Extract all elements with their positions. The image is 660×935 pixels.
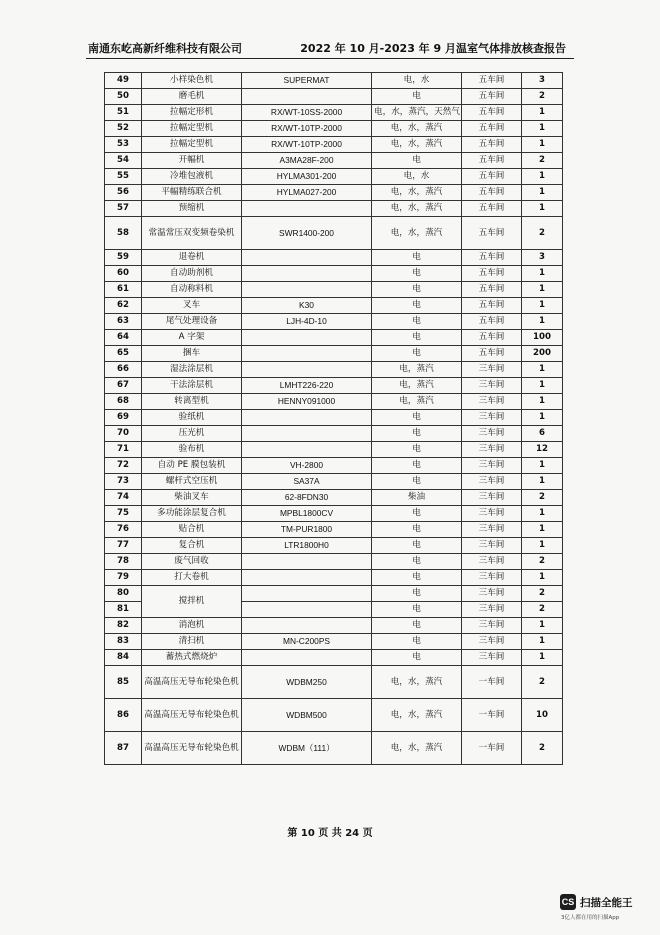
table-row — [105, 699, 563, 732]
workshop: 三车间 — [462, 650, 522, 666]
quantity: 1 — [522, 538, 563, 554]
workshop: 五车间 — [462, 346, 522, 362]
equipment-name: 压光机 — [142, 426, 242, 442]
energy-type: 电 — [372, 442, 462, 458]
energy-type: 电 — [372, 570, 462, 586]
equipment-model: HYLMA301-200 — [242, 169, 372, 185]
row-number: 86 — [105, 699, 142, 732]
energy-type: 电 — [372, 602, 462, 618]
energy-type: 电 — [372, 426, 462, 442]
quantity: 1 — [522, 266, 563, 282]
equipment-name: 蓄热式燃烧炉 — [142, 650, 242, 666]
equipment-name: 验纸机 — [142, 410, 242, 426]
equipment-model — [242, 282, 372, 298]
row-number: 68 — [105, 394, 142, 410]
equipment-model: WDBM（111） — [242, 732, 372, 765]
table-row — [105, 442, 563, 458]
equipment-model: MN-C200PS — [242, 634, 372, 650]
watermark-app-name: 扫描全能王 — [580, 897, 633, 909]
table-row — [105, 426, 563, 442]
equipment-model: RX/WT-10TP-2000 — [242, 121, 372, 137]
energy-type: 电 — [372, 634, 462, 650]
energy-type: 电 — [372, 314, 462, 330]
workshop: 三车间 — [462, 394, 522, 410]
workshop: 三车间 — [462, 378, 522, 394]
quantity: 1 — [522, 474, 563, 490]
row-number: 53 — [105, 137, 142, 153]
quantity: 1 — [522, 362, 563, 378]
equipment-name: 验布机 — [142, 442, 242, 458]
quantity: 1 — [522, 185, 563, 201]
row-number: 59 — [105, 250, 142, 266]
equipment-name: 捆车 — [142, 346, 242, 362]
table-row — [105, 538, 563, 554]
equipment-name: 多功能涂层复合机 — [142, 506, 242, 522]
workshop: 三车间 — [462, 538, 522, 554]
workshop: 五车间 — [462, 137, 522, 153]
equipment-model: LMHT226-220 — [242, 378, 372, 394]
row-number: 61 — [105, 282, 142, 298]
energy-type: 电 — [372, 89, 462, 105]
energy-type: 电 — [372, 330, 462, 346]
quantity: 1 — [522, 570, 563, 586]
energy-type: 电 — [372, 153, 462, 169]
equipment-model: RX/WT-10SS-2000 — [242, 105, 372, 121]
table-row — [105, 185, 563, 201]
table-row — [105, 330, 563, 346]
energy-type: 电，水，蒸汽 — [372, 137, 462, 153]
workshop: 五车间 — [462, 266, 522, 282]
quantity: 2 — [522, 586, 563, 602]
workshop: 三车间 — [462, 474, 522, 490]
quantity: 1 — [522, 618, 563, 634]
row-number: 55 — [105, 169, 142, 185]
quantity: 1 — [522, 298, 563, 314]
quantity: 2 — [522, 554, 563, 570]
equipment-model: WDBM500 — [242, 699, 372, 732]
workshop: 三车间 — [462, 570, 522, 586]
workshop: 五车间 — [462, 153, 522, 169]
table-row — [105, 618, 563, 634]
quantity: 1 — [522, 378, 563, 394]
equipment-model: HENNY091000 — [242, 394, 372, 410]
table-row — [105, 570, 563, 586]
equipment-name: 自动助剂机 — [142, 266, 242, 282]
table-row — [105, 169, 563, 185]
equipment-model — [242, 362, 372, 378]
row-number: 64 — [105, 330, 142, 346]
quantity: 2 — [522, 153, 563, 169]
quantity: 1 — [522, 394, 563, 410]
equipment-name: 磨毛机 — [142, 89, 242, 105]
energy-type: 电，水，蒸汽 — [372, 732, 462, 765]
workshop: 五车间 — [462, 282, 522, 298]
equipment-model: SUPERMAT — [242, 73, 372, 89]
row-number: 49 — [105, 73, 142, 89]
table-row — [105, 121, 563, 137]
energy-type: 电 — [372, 410, 462, 426]
row-number: 79 — [105, 570, 142, 586]
workshop: 五车间 — [462, 330, 522, 346]
table-row — [105, 89, 563, 105]
energy-type: 柴油 — [372, 490, 462, 506]
quantity: 1 — [522, 169, 563, 185]
workshop: 一车间 — [462, 732, 522, 765]
row-number: 76 — [105, 522, 142, 538]
equipment-name: 湿法涂层机 — [142, 362, 242, 378]
energy-type: 电 — [372, 554, 462, 570]
workshop: 五车间 — [462, 73, 522, 89]
equipment-name: 拉幅定型机 — [142, 121, 242, 137]
equipment-name: 复合机 — [142, 538, 242, 554]
row-number: 52 — [105, 121, 142, 137]
table-row — [105, 250, 563, 266]
equipment-name: 贴合机 — [142, 522, 242, 538]
equipment-model: LJH-4D-10 — [242, 314, 372, 330]
energy-type: 电，水，蒸汽 — [372, 121, 462, 137]
equipment-name: 清扫机 — [142, 634, 242, 650]
row-number: 72 — [105, 458, 142, 474]
equipment-model — [242, 346, 372, 362]
row-number: 74 — [105, 490, 142, 506]
table-row — [105, 666, 563, 699]
equipment-name: A 字架 — [142, 330, 242, 346]
equipment-model — [242, 330, 372, 346]
workshop: 五车间 — [462, 89, 522, 105]
equipment-model: WDBM250 — [242, 666, 372, 699]
watermark-tagline: 3亿人都在用的扫描App — [561, 915, 620, 921]
company-name: 南通东屹高新纤维科技有限公司 — [88, 42, 242, 55]
table-row — [105, 394, 563, 410]
quantity: 2 — [522, 732, 563, 765]
energy-type: 电，水 — [372, 73, 462, 89]
table-row — [105, 474, 563, 490]
table-row — [105, 346, 563, 362]
equipment-model: TM-PUR1800 — [242, 522, 372, 538]
quantity: 2 — [522, 602, 563, 618]
workshop: 五车间 — [462, 169, 522, 185]
energy-type: 电 — [372, 474, 462, 490]
table-row — [105, 73, 563, 89]
workshop: 三车间 — [462, 426, 522, 442]
energy-type: 电，水 — [372, 169, 462, 185]
row-number: 73 — [105, 474, 142, 490]
equipment-name: 消泡机 — [142, 618, 242, 634]
row-number: 69 — [105, 410, 142, 426]
energy-type: 电，蒸汽 — [372, 378, 462, 394]
energy-type: 电 — [372, 346, 462, 362]
workshop: 五车间 — [462, 201, 522, 217]
workshop: 五车间 — [462, 121, 522, 137]
quantity: 1 — [522, 506, 563, 522]
workshop: 五车间 — [462, 217, 522, 250]
table-row — [105, 153, 563, 169]
energy-type: 电 — [372, 618, 462, 634]
row-number: 85 — [105, 666, 142, 699]
quantity: 2 — [522, 89, 563, 105]
table-row — [105, 378, 563, 394]
energy-type: 电 — [372, 282, 462, 298]
table-row — [105, 650, 563, 666]
quantity: 1 — [522, 314, 563, 330]
table-row — [105, 266, 563, 282]
workshop: 三车间 — [462, 618, 522, 634]
table-row — [105, 314, 563, 330]
workshop: 三车间 — [462, 586, 522, 602]
equipment-model — [242, 201, 372, 217]
equipment-name: 干法涂层机 — [142, 378, 242, 394]
row-number: 87 — [105, 732, 142, 765]
equipment-name: 开幅机 — [142, 153, 242, 169]
camscanner-logo: CS — [560, 894, 576, 910]
table-row — [105, 586, 563, 602]
energy-type: 电 — [372, 298, 462, 314]
equipment-model — [242, 89, 372, 105]
energy-type: 电，水，蒸汽 — [372, 666, 462, 699]
table-row — [105, 506, 563, 522]
workshop: 三车间 — [462, 602, 522, 618]
quantity: 1 — [522, 458, 563, 474]
quantity: 3 — [522, 73, 563, 89]
equipment-model — [242, 250, 372, 266]
table-row — [105, 298, 563, 314]
quantity: 100 — [522, 330, 563, 346]
workshop: 三车间 — [462, 634, 522, 650]
table-row — [105, 732, 563, 765]
row-number: 62 — [105, 298, 142, 314]
equipment-model: MPBL1800CV — [242, 506, 372, 522]
equipment-model — [242, 618, 372, 634]
energy-type: 电，水，蒸汽 — [372, 699, 462, 732]
equipment-name: 小样染色机 — [142, 73, 242, 89]
quantity: 1 — [522, 634, 563, 650]
equipment-model: RX/WT-10TP-2000 — [242, 137, 372, 153]
report-title: 2022 年 10 月-2023 年 9 月温室气体排放核查报告 — [300, 42, 566, 55]
row-number: 70 — [105, 426, 142, 442]
equipment-name: 尾气处理设备 — [142, 314, 242, 330]
quantity: 10 — [522, 699, 563, 732]
energy-type: 电 — [372, 266, 462, 282]
table-row — [105, 362, 563, 378]
equipment-model — [242, 442, 372, 458]
quantity: 12 — [522, 442, 563, 458]
quantity: 1 — [522, 410, 563, 426]
quantity: 3 — [522, 250, 563, 266]
equipment-model — [242, 650, 372, 666]
energy-type: 电 — [372, 506, 462, 522]
row-number: 51 — [105, 105, 142, 121]
header-rule — [86, 58, 574, 59]
energy-type: 电 — [372, 522, 462, 538]
equipment-model — [242, 410, 372, 426]
energy-type: 电，水，蒸汽，天然气 — [372, 105, 462, 121]
equipment-model — [242, 266, 372, 282]
equipment-name: 废气回收 — [142, 554, 242, 570]
workshop: 三车间 — [462, 362, 522, 378]
equipment-model: K30 — [242, 298, 372, 314]
row-number: 82 — [105, 618, 142, 634]
equipment-name: 冷堆包液机 — [142, 169, 242, 185]
equipment-model: SA37A — [242, 474, 372, 490]
workshop: 一车间 — [462, 699, 522, 732]
energy-type: 电，蒸汽 — [372, 362, 462, 378]
quantity: 6 — [522, 426, 563, 442]
equipment-model: A3MA28F-200 — [242, 153, 372, 169]
workshop: 五车间 — [462, 105, 522, 121]
equipment-table — [104, 72, 563, 765]
row-number: 54 — [105, 153, 142, 169]
quantity: 1 — [522, 201, 563, 217]
quantity: 1 — [522, 522, 563, 538]
quantity: 200 — [522, 346, 563, 362]
workshop: 三车间 — [462, 554, 522, 570]
equipment-name: 打大卷机 — [142, 570, 242, 586]
table-row — [105, 217, 563, 250]
energy-type: 电，水，蒸汽 — [372, 201, 462, 217]
quantity: 2 — [522, 217, 563, 250]
equipment-name: 叉车 — [142, 298, 242, 314]
equipment-name: 拉幅定形机 — [142, 105, 242, 121]
row-number: 50 — [105, 89, 142, 105]
row-number: 80 — [105, 586, 142, 602]
table-row — [105, 458, 563, 474]
row-number: 63 — [105, 314, 142, 330]
row-number: 60 — [105, 266, 142, 282]
workshop: 三车间 — [462, 506, 522, 522]
row-number: 71 — [105, 442, 142, 458]
row-number: 81 — [105, 602, 142, 618]
quantity: 1 — [522, 105, 563, 121]
workshop: 五车间 — [462, 250, 522, 266]
quantity: 1 — [522, 282, 563, 298]
workshop: 三车间 — [462, 442, 522, 458]
energy-type: 电，水，蒸汽 — [372, 185, 462, 201]
row-number: 57 — [105, 201, 142, 217]
table-row — [105, 137, 563, 153]
energy-type: 电 — [372, 586, 462, 602]
energy-type: 电，水，蒸汽 — [372, 217, 462, 250]
equipment-name: 高温高压无导布轮染色机 — [142, 699, 242, 732]
table-row — [105, 410, 563, 426]
row-number: 83 — [105, 634, 142, 650]
equipment-name: 常温常压双变频卷染机 — [142, 217, 242, 250]
quantity: 2 — [522, 666, 563, 699]
equipment-name: 转离型机 — [142, 394, 242, 410]
row-number: 65 — [105, 346, 142, 362]
equipment-model — [242, 570, 372, 586]
equipment-name: 平幅精练联合机 — [142, 185, 242, 201]
row-number: 78 — [105, 554, 142, 570]
equipment-name: 搅拌机 — [142, 586, 242, 618]
row-number: 56 — [105, 185, 142, 201]
row-number: 58 — [105, 217, 142, 250]
equipment-name: 拉幅定型机 — [142, 137, 242, 153]
equipment-name: 高温高压无导布轮染色机 — [142, 666, 242, 699]
equipment-name: 高温高压无导布轮染色机 — [142, 732, 242, 765]
equipment-model — [242, 586, 372, 602]
table-row — [105, 634, 563, 650]
table-row — [105, 554, 563, 570]
equipment-model: SWR1400-200 — [242, 217, 372, 250]
row-number: 77 — [105, 538, 142, 554]
quantity: 1 — [522, 650, 563, 666]
workshop: 五车间 — [462, 185, 522, 201]
workshop: 五车间 — [462, 298, 522, 314]
equipment-name: 柴油叉车 — [142, 490, 242, 506]
equipment-name: 预缩机 — [142, 201, 242, 217]
workshop: 三车间 — [462, 490, 522, 506]
page-number: 第 10 页 共 24 页 — [287, 828, 373, 839]
equipment-model: HYLMA027-200 — [242, 185, 372, 201]
table-row — [105, 522, 563, 538]
row-number: 66 — [105, 362, 142, 378]
quantity: 1 — [522, 137, 563, 153]
equipment-name: 自动称料机 — [142, 282, 242, 298]
row-number: 75 — [105, 506, 142, 522]
energy-type: 电 — [372, 458, 462, 474]
row-number: 67 — [105, 378, 142, 394]
table-row — [105, 490, 563, 506]
equipment-name: 退卷机 — [142, 250, 242, 266]
energy-type: 电 — [372, 250, 462, 266]
row-number: 84 — [105, 650, 142, 666]
table-row — [105, 105, 563, 121]
workshop: 五车间 — [462, 314, 522, 330]
workshop: 一车间 — [462, 666, 522, 699]
equipment-model: LTR1800H0 — [242, 538, 372, 554]
table-row — [105, 282, 563, 298]
energy-type: 电 — [372, 538, 462, 554]
equipment-name: 自动 PE 膜包装机 — [142, 458, 242, 474]
workshop: 三车间 — [462, 522, 522, 538]
workshop: 三车间 — [462, 410, 522, 426]
quantity: 2 — [522, 490, 563, 506]
table-row — [105, 201, 563, 217]
equipment-model — [242, 602, 372, 618]
equipment-name: 螺杆式空压机 — [142, 474, 242, 490]
energy-type: 电 — [372, 650, 462, 666]
equipment-model: VH-2800 — [242, 458, 372, 474]
workshop: 三车间 — [462, 458, 522, 474]
equipment-model — [242, 426, 372, 442]
equipment-model — [242, 554, 372, 570]
quantity: 1 — [522, 121, 563, 137]
energy-type: 电，蒸汽 — [372, 394, 462, 410]
equipment-model: 62-8FDN30 — [242, 490, 372, 506]
